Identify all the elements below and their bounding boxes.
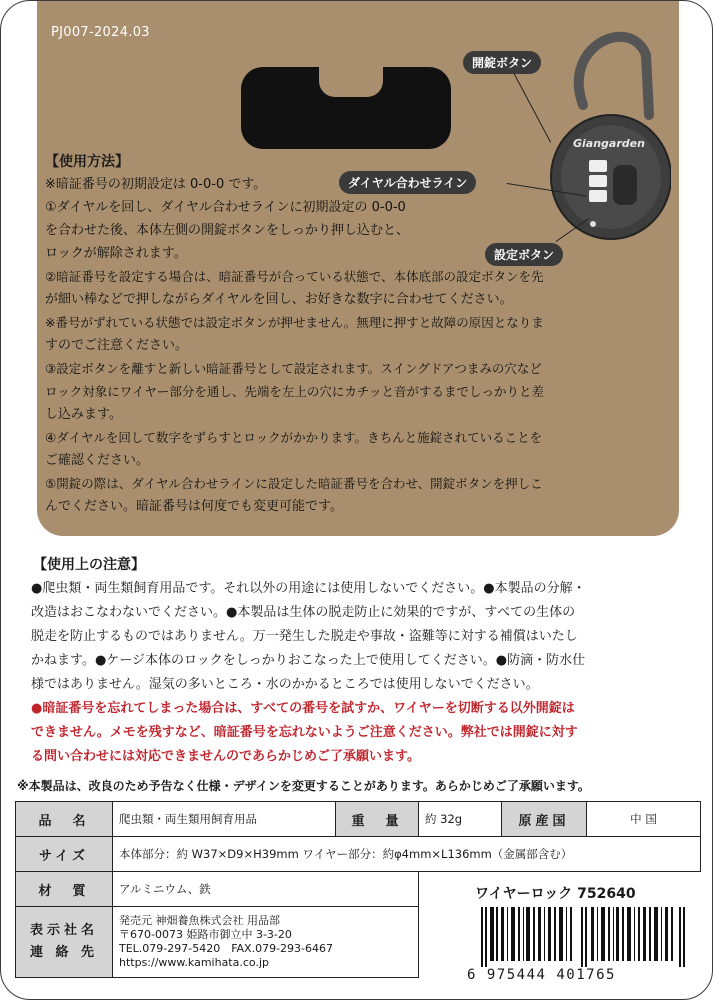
caution-line: ●爬虫類・両生類飼育用品です。それ以外の用途には使用しないでください。●本製品の分解・ [31, 581, 586, 596]
caution-warning-line: できません。メモを残すなど、暗証番号を忘れないようご注意ください。弊社では開錠に対す [31, 725, 578, 740]
barcode [481, 907, 691, 967]
company-url: https://www.kamihata.co.jp [119, 956, 269, 969]
usage-line: ④ダイヤルを回して数字をずらすとロックがかかります。きちんと施錠されていることを [45, 430, 543, 445]
caution-title: 【使用上の注意】 [33, 557, 145, 573]
usage-line: し込みます。 [45, 407, 122, 422]
table-row [16, 802, 701, 837]
company-info [113, 907, 419, 978]
company-phone: TEL.079-297-5420 FAX.079-293-6467 [119, 942, 334, 955]
table-row [16, 837, 701, 872]
spec-label: 材 質 [16, 872, 113, 907]
usage-line: ①ダイヤルを回し、ダイヤル合わせラインに初期設定の 0-0-0 [45, 200, 406, 215]
usage-line: ※暗証番号の初期設定は 0-0-0 です。 [45, 177, 267, 192]
caution-text [31, 577, 681, 769]
spec-label: 重 量 [336, 802, 419, 837]
usage-line: ②暗証番号を設定する場合は、暗証番号が合っている状態で、本体底部の設定ボタンを先 [45, 269, 544, 284]
company-name: 発売元 神畑養魚株式会社 用品部 [119, 914, 280, 927]
usage-line: ⑤開錠の際は、ダイヤル合わせラインに設定した暗証番号を合わせ、開錠ボタンを押しこ [45, 476, 543, 491]
usage-line: ロックが解除されます。 [45, 246, 187, 261]
usage-line: んでください。暗証番号は何度でも変更可能です。 [45, 499, 343, 514]
spec-label: 原産国 [502, 802, 587, 837]
spec-value: 中 国 [587, 802, 701, 837]
spec-label [16, 907, 113, 978]
usage-line: すのでご注意ください。 [45, 338, 189, 353]
usage-line: ロック対象にワイヤー部分を通し、先端を左上の穴にカチッと音がするまでしっかりと差 [45, 384, 545, 399]
spec-value: 爬虫類・両生類用飼育用品 [113, 802, 336, 837]
usage-instructions [45, 173, 665, 518]
barcode-number: 6 975444 401765 [467, 967, 616, 983]
spec-value: 約 32g [419, 802, 502, 837]
company-address: 〒670-0073 姫路市御立中 3-3-20 [119, 928, 292, 941]
design-change-note: ※本製品は、改良のため予告なく仕様・デザインを変更することがあります。あらかじめご了承願います。 [17, 779, 590, 793]
wire-shackle [579, 37, 649, 115]
hang-hole-notch [319, 67, 383, 97]
product-code: PJ007-2024.03 [51, 25, 150, 40]
lock-brand: Giangarden [573, 137, 645, 150]
caution-line: かねます。●ケージ本体のロックをしっかりおこなった上で使用してください。●防滴・防水仕 [31, 653, 586, 668]
spec-label: サイズ [16, 837, 113, 872]
usage-line: が細い棒などで押しながらダイヤルを回し、お好きな数字に合わせてください。 [45, 292, 513, 307]
usage-line: ご確認ください。 [45, 453, 150, 468]
caution-line: 様ではありません。湿気の多いところ・水のかかるところでは使用しないでください。 [31, 677, 539, 692]
usage-title: 【使用方法】 [45, 154, 129, 170]
company-label: 表示社名 [29, 923, 98, 938]
usage-line: ※番号がずれている状態では設定ボタンが押せません。無理に押すと故障の原因となりま [45, 315, 544, 330]
spec-value: 本体部分：約 W37×D9×H39mm ワイヤー部分：約φ4mm×L136mm（金属部含む） [113, 837, 701, 872]
caution-line: 脱走を防止するものではありません。万一発生した脱走や事故・盗難等に対する補償はいたし [31, 629, 578, 644]
callout-dial-line: ダイヤル合わせライン [339, 171, 476, 194]
spec-label: 品 名 [16, 802, 113, 837]
caution-line: 改造はおこなわないでください。●本製品は生体の脱走防止に効果的ですが、すべての生体の [31, 605, 576, 620]
callout-set-button: 設定ボタン [485, 243, 563, 266]
contact-label: 連 絡 先 [29, 945, 99, 960]
caution-warning-line: る問い合わせには対応できませんのであらかじめご了承願います。 [31, 749, 420, 764]
product-name: ワイヤーロック 752640 [475, 886, 636, 902]
usage-line: ③設定ボタンを離すと新しい暗証番号として設定されます。スイングドアつまみの穴など [45, 361, 542, 376]
usage-line: を合わせた後、本体左側の開錠ボタンをしっかり押し込むと、 [45, 223, 410, 238]
callout-unlock-button: 開錠ボタン [463, 51, 541, 74]
caution-warning-line: ●暗証番号を忘れてしまった場合は、すべての番号を試すか、ワイヤーを切断する以外開錠は [31, 701, 575, 716]
spec-value: アルミニウム、鉄 [113, 872, 419, 907]
